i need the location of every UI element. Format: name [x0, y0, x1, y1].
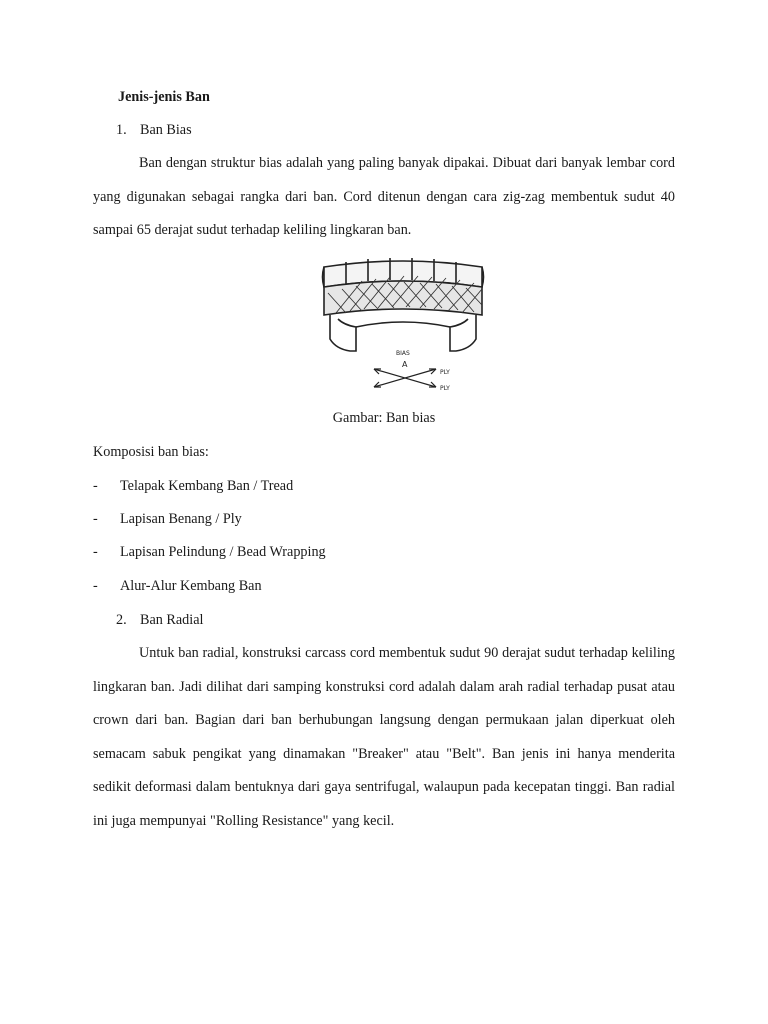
list-item: - Lapisan Pelindung / Bead Wrapping: [93, 544, 326, 560]
section-1-label: Ban Bias: [140, 122, 192, 138]
paragraph-ban-bias: Ban dengan struktur bias adalah yang paling banyak dipakai. Dibuat dari banyak lembar cord yang digunakan sebagai rangka dari ban. Cord ditenun dengan cara zig-zag membentuk sudut 40 sampai 65 derajat sudut terhadap keliling lingkaran ban.: [93, 155, 675, 238]
ply-label-1: PLY: [440, 369, 450, 376]
bias-label: BIAS: [396, 350, 410, 357]
paragraph-ban-radial: Untuk ban radial, konstruksi carcass cord membentuk sudut 90 derajat sudut terhadap keliling lingkaran ban. Jadi dilihat dari samping konstruksi cord adalah dalam arah radial terhadap pusat atau crown dari ban. Bagian dari ban berhubungan langsung dengan permukaan jalan diperkuat oleh semacam sabuk pengikat yang dinamakan "Breaker" atau "Belt". Ban jenis ini hanya menderita sedikit deformasi dalam bentuknya dari gaya sentrifugal, walaupun pada kecepatan tinggi. Ban radial ini juga mempunyai "Rolling Resistance" yang kecil.: [93, 645, 675, 829]
document-heading: Jenis-jenis Ban: [118, 89, 210, 105]
section-1-number: 1.: [116, 122, 127, 138]
bias-tire-figure: [316, 253, 491, 395]
ply-label-2: PLY: [440, 385, 450, 392]
section-2-label: Ban Radial: [140, 612, 204, 628]
list-item: - Lapisan Benang / Ply: [93, 511, 242, 527]
section-2-title: [116, 612, 203, 629]
arrow-a-label: A: [402, 360, 408, 369]
composition-title: Komposisi ban bias:: [93, 444, 209, 460]
list-item: - Telapak Kembang Ban / Tread: [93, 478, 294, 494]
list-item: - Alur-Alur Kembang Ban: [93, 578, 262, 594]
section-1-title: [116, 122, 192, 139]
figure-caption: Gambar: Ban bias: [332, 410, 436, 426]
section-2-number: 2.: [116, 612, 127, 628]
